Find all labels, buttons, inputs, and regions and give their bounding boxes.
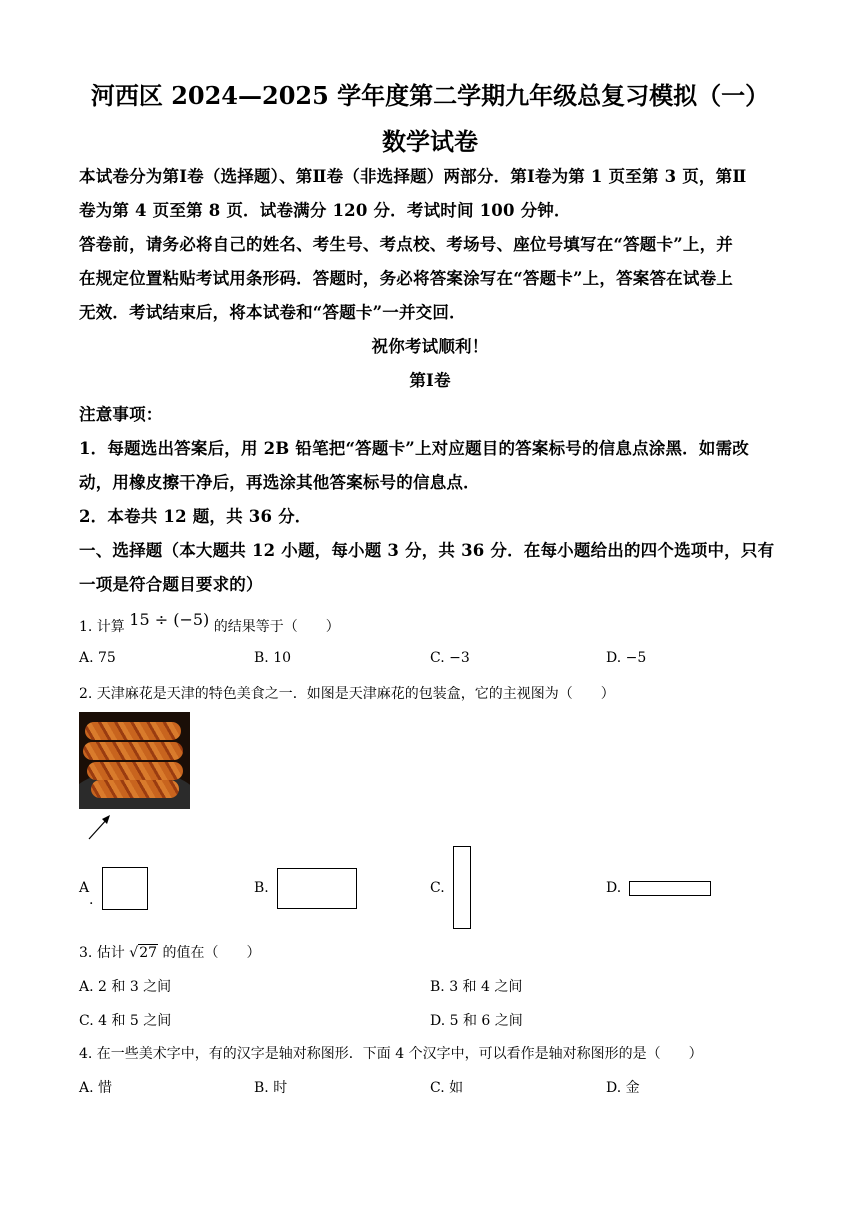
intro-line-1: 本试卷分为第Ⅰ卷（选择题）、第Ⅱ卷（非选择题）两部分．第Ⅰ卷为第 1 页至第 3 页，第Ⅱ — [79, 167, 747, 186]
q2-option-d-flat-rectangle — [629, 881, 711, 896]
q3-prefix: 3. 估计 — [79, 945, 125, 961]
wish-text: 祝你考试顺利！ — [371, 337, 489, 356]
q1-option-c: C. −3 — [430, 650, 470, 666]
q1-stem — [79, 610, 340, 636]
q1-option-d: D. −5 — [606, 650, 647, 666]
section-line-1: 一、选择题（本大题共 12 小题，每小题 3 分，共 36 分．在每小题给出的四个选项中，只有 — [79, 541, 775, 560]
note-2: 2．本卷共 12 题，共 36 分． — [79, 507, 312, 526]
q2-option-a-dot: . — [89, 892, 94, 908]
q3-option-a: A. 2 和 3 之间 — [79, 979, 172, 995]
part-heading: 第Ⅰ卷 — [409, 371, 451, 390]
q1-expression: 15 ÷ (−5) — [129, 610, 210, 629]
q2-option-a-label: A — [79, 880, 90, 896]
q4-option-a: A. 惜 — [79, 1080, 113, 1096]
q2-option-c-label: C. — [430, 880, 445, 896]
q1-option-b: B. 10 — [254, 650, 292, 666]
note-1-line-1: 1．每题选出答案后，用 2B 铅笔把“答题卡”上对应题目的答案标号的信息点涂黑．如需改 — [79, 439, 749, 458]
intro-line-2: 卷为第 4 页至第 8 页．试卷满分 120 分．考试时间 100 分钟． — [79, 201, 571, 220]
q2-option-b-rectangle — [277, 868, 357, 909]
q4-option-b: B. 时 — [254, 1080, 288, 1096]
q3-suffix: 的值在（ ） — [162, 945, 261, 961]
exam-title: 河西区 2024—2025 学年度第二学期九年级总复习模拟（一） — [90, 81, 770, 110]
q4-option-c: C. 如 — [430, 1080, 464, 1096]
q1-option-a: A. 75 — [79, 650, 116, 666]
q1-suffix: 的结果等于（ ） — [213, 619, 340, 635]
q3-option-c: C. 4 和 5 之间 — [79, 1013, 172, 1029]
intro-line-3: 答卷前，请务必将自己的姓名、考生号、考点校、考场号、座位号填写在“答题卡”上，并 — [79, 235, 733, 254]
intro-line-4: 在规定位置粘贴考试用条形码．答题时，务必将答案涂写在“答题卡”上，答案答在试卷上 — [79, 269, 733, 288]
q3-option-b: B. 3 和 4 之间 — [430, 979, 523, 995]
intro-line-5: 无效．考试结束后，将本试卷和“答题卡”一并交回． — [79, 303, 466, 322]
q3-stem — [79, 942, 260, 962]
section-line-2: 一项是符合题目要求的） — [79, 575, 263, 594]
q4-option-d: D. 金 — [606, 1080, 640, 1096]
q2-stem: 2. 天津麻花是天津的特色美食之一．如图是天津麻花的包装盒，它的主视图为（ ） — [79, 686, 615, 702]
q3-sqrt: √27 — [129, 945, 158, 961]
q2-option-a-square — [102, 867, 148, 910]
q4-stem: 4. 在一些美术字中，有的汉字是轴对称图形．下面 4 个汉字中，可以看作是轴对称图形的是（ ） — [79, 1046, 703, 1062]
q2-option-c-tall-rectangle — [453, 846, 471, 929]
exam-subtitle: 数学试卷 — [382, 127, 478, 156]
notes-heading: 注意事项： — [79, 405, 163, 424]
q3-radicand: 27 — [139, 945, 158, 961]
q3-option-d: D. 5 和 6 之间 — [430, 1013, 523, 1029]
q2-option-d-label: D. — [606, 880, 622, 896]
view-direction-arrow-icon — [86, 812, 114, 842]
q2-option-b-label: B. — [254, 880, 269, 896]
mahua-box-photo — [79, 712, 190, 809]
note-1-line-2: 动，用橡皮擦干净后，再选涂其他答案标号的信息点． — [79, 473, 480, 492]
q1-prefix: 1. 计算 — [79, 619, 125, 635]
